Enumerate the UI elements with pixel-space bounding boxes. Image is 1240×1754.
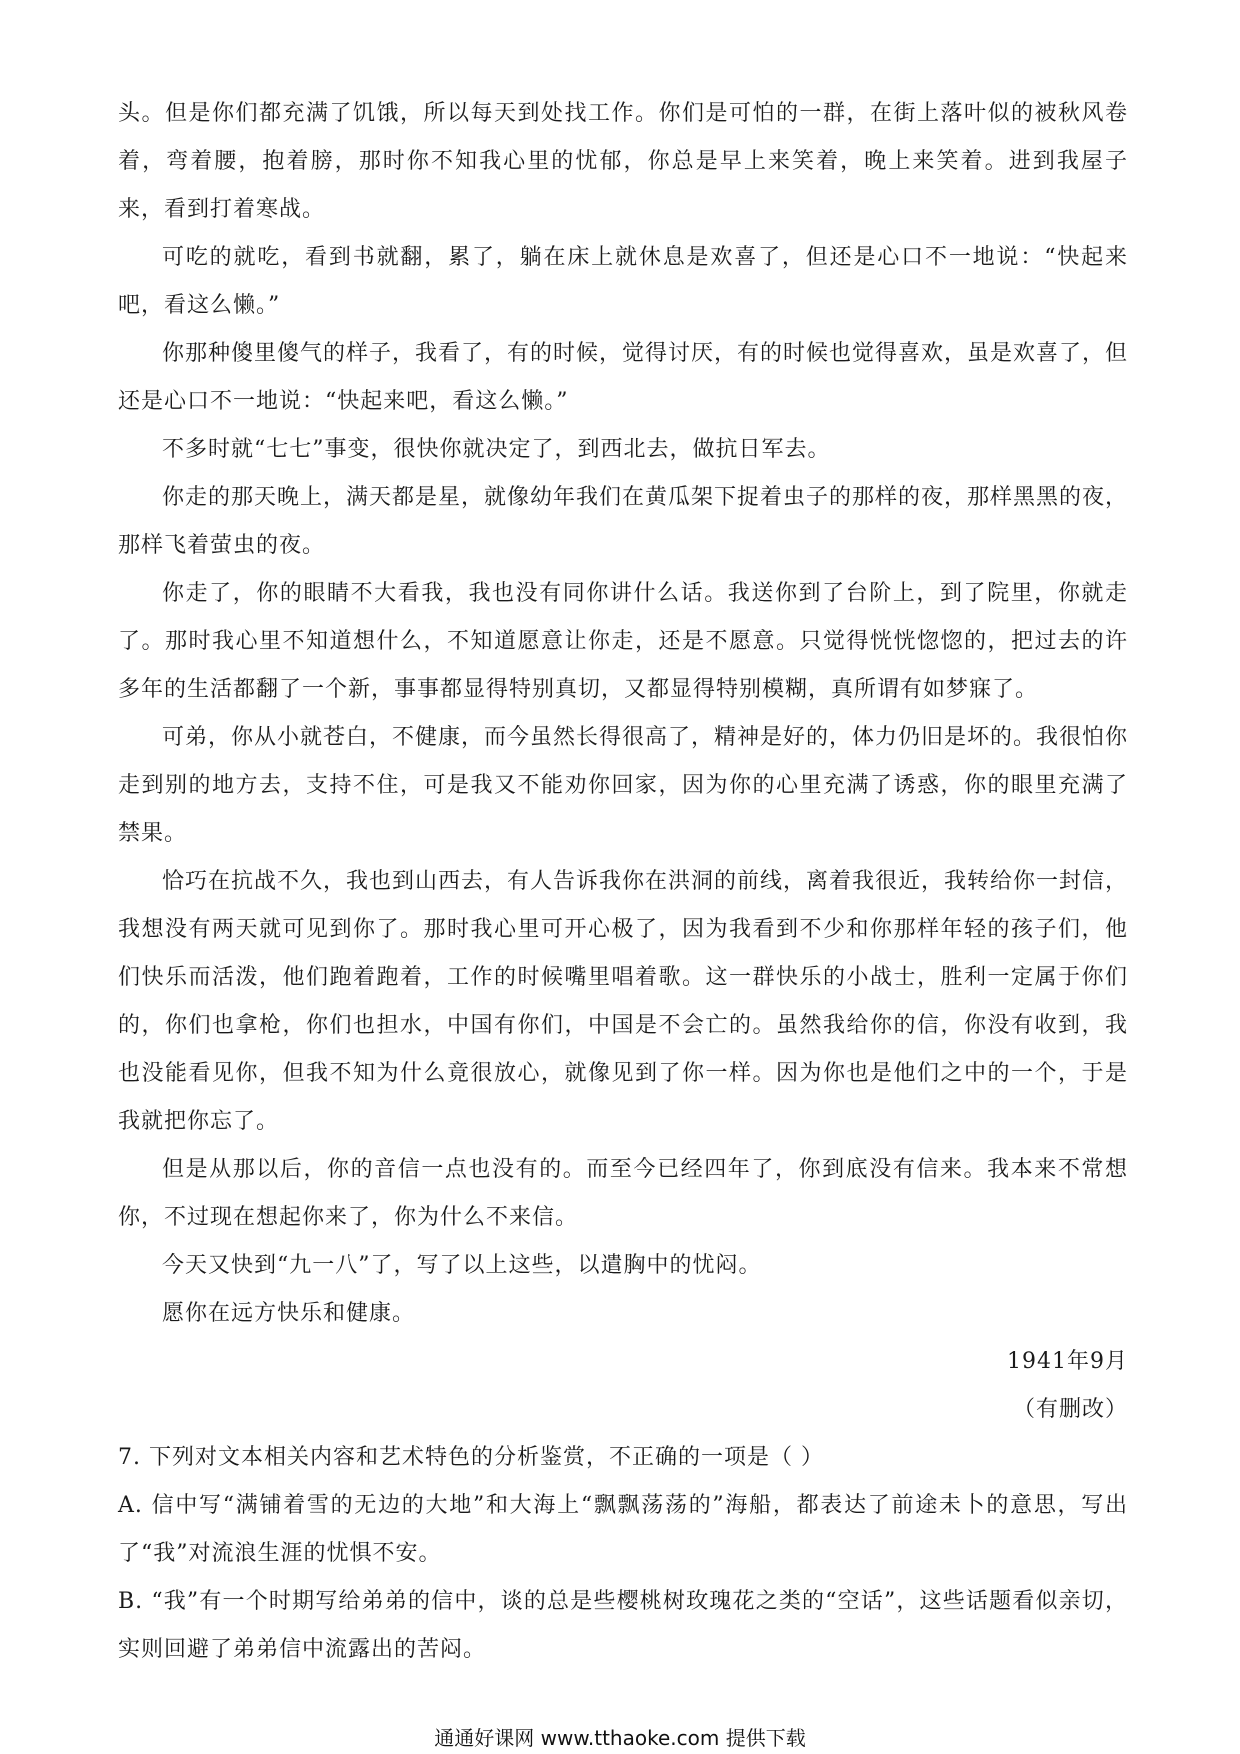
passage-paragraph-1: 头。但是你们都充满了饥饿，所以每天到处找工作。你们是可怕的一群，在街上落叶似的被秋风卷着，弯着腰，抱着膀，那时你不知我心里的忧郁，你总是早上来笑着，晚上来笑着。进到我屋子来，看到打着寒战。 [118, 101, 1128, 222]
page-footer: 通通好课网 www.tthaoke.com 提供下载 [434, 1726, 806, 1750]
passage-paragraph-6: 你走了，你的眼睛不大看我，我也没有同你讲什么话。我送你到了台阶上，到了院里，你就走了。那时我心里不知道想什么，不知道愿意让你走，还是不愿意。只觉得恍恍惚惚的，把过去的许多年的生活都翻了一个新，事事都显得特别真切，又都显得特别模糊，真所谓有如梦寐了。 [118, 581, 1128, 702]
passage-paragraph-7: 可弟，你从小就苍白，不健康，而今虽然长得很高了，精神是好的，体力仍旧是坏的。我很怕你走到别的地方去，支持不住，可是我又不能劝你回家，因为你的心里充满了诱惑，你的眼里充满了禁果。 [118, 725, 1129, 846]
passage-note: （有删改） [1012, 1397, 1128, 1422]
passage-paragraph-10: 今天又快到“九一八”了，写了以上这些，以遣胸中的忧闷。 [162, 1253, 762, 1278]
question-option-a: A. 信中写“满铺着雪的无边的大地”和大海上“飘飘荡荡的”海船，都表达了前途未卜的意思，写出了“我”对流浪生涯的忧惧不安。 [118, 1493, 1128, 1566]
passage-paragraph-2: 可吃的就吃，看到书就翻，累了，躺在床上就休息是欢喜了，但还是心口不一地说：“快起来吧，看这么懒。” [118, 245, 1128, 318]
question-option-b: B. “我”有一个时期写给弟弟的信中，谈的总是些樱桃树玫瑰花之类的“空话”，这些话题看似亲切，实则回避了弟弟信中流露出的苦闷。 [118, 1589, 1128, 1662]
passage-paragraph-8: 恰巧在抗战不久，我也到山西去，有人告诉我你在洪洞的前线，离着我很近，我转给你一封信，我想没有两天就可见到你了。那时我心里可开心极了，因为我看到不少和你那样年轻的孩子们，他们快乐而活泼，他们跑着跑着，工作的时候嘴里唱着歌。这一群快乐的小战士，胜利一定属于你们的，你们也拿枪，你们也担水，中国有你们，中国是不会亡的。虽然我给你的信，你没有收到，我也没能看见你，但我不知为什么竟很放心，就像见到了你一样。因为你也是他们之中的一个，于是我就把你忘了。 [118, 869, 1129, 1134]
passage-date: 1941年9月 [1007, 1349, 1128, 1374]
passage-paragraph-9: 但是从那以后，你的音信一点也没有的。而至今已经四年了，你到底没有信来。我本来不常想你，不过现在想起你来了，你为什么不来信。 [118, 1157, 1128, 1230]
passage-paragraph-11: 愿你在远方快乐和健康。 [162, 1301, 416, 1326]
document-body [118, 90, 1128, 1674]
passage-paragraph-5: 你走的那天晚上，满天都是星，就像幼年我们在黄瓜架下捉着虫子的那样的夜，那样黑黑的夜，那样飞着萤虫的夜。 [118, 485, 1129, 558]
passage-paragraph-3: 你那种傻里傻气的样子，我看了，有的时候，觉得讨厌，有的时候也觉得喜欢，虽是欢喜了，但还是心口不一地说：“快起来吧，看这么懒。” [118, 341, 1129, 414]
question-stem: 7. 下列对文本相关内容和艺术特色的分析鉴赏，不正确的一项是（ ） [118, 1445, 824, 1470]
passage-paragraph-4: 不多时就“七七”事变，很快你就决定了，到西北去，做抗日军去。 [162, 437, 831, 462]
